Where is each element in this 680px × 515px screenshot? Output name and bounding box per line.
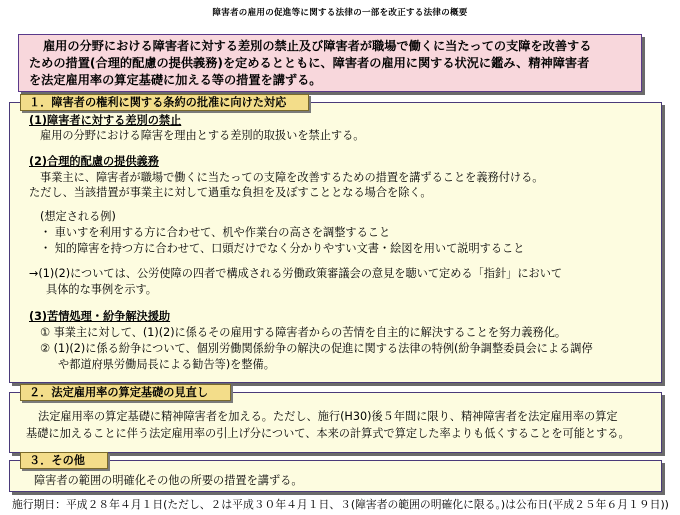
sub1-title: (1)障害者に対する差別の禁止 bbox=[29, 114, 182, 127]
effective-date-footer: 施行期日：平成２８年４月１日(ただし、２は平成３０年４月１日、３(障害者の範囲の明確化に限る。)は公布日(平成２５年６月１９日)) bbox=[12, 498, 669, 511]
summary-line: を法定雇用率の算定基礎に加える等の措置を講ずる。 bbox=[29, 73, 322, 87]
sub2-title: (2)合理的配慮の提供義務 bbox=[29, 155, 159, 168]
summary-line: 雇用の分野における障害者に対する差別の禁止及び障害者が職場で働くに当たっての支障を改善する bbox=[43, 39, 592, 53]
section-3-heading: ３．その他 bbox=[20, 452, 108, 469]
section-1-panel bbox=[9, 96, 662, 383]
guideline-text-1: →(1)(2)については、公労使障の四者で構成される労働政策審議会の意見を聴いて定める「指針」において bbox=[29, 267, 563, 280]
examples-label: (想定される例) bbox=[40, 210, 116, 223]
section-3-text: 障害者の範囲の明確化その他の所要の措置を講ずる。 bbox=[34, 474, 303, 487]
sub3-item-2: ② (1)(2)に係る紛争について、個別労働関係紛争の解決の促進に関する法律の特例(紛争調整委員会による調停 bbox=[40, 342, 593, 355]
sub3-title: (3)苦情処理・紛争解決援助 bbox=[29, 310, 171, 323]
summary-box bbox=[18, 34, 642, 92]
sub3-item-1: ① 事業主に対して、(1)(2)に係るその雇用する障害者からの苦情を自主的に解決することを努力義務化。 bbox=[40, 326, 567, 339]
page-title: 障害者の雇用の促進等に関する法律の一部を改正する法律の概要 bbox=[212, 8, 468, 18]
sub3-item-2-cont: や都道府県労働局長による勧告等)を整備。 bbox=[58, 358, 275, 371]
sub2-text-2: ただし、当該措置が事業主に対して過重な負担を及ぼすこととなる場合を除く。 bbox=[29, 186, 432, 199]
section-2-text-1: 法定雇用率の算定基礎に精神障害者を加える。ただし、施行(H30)後５年間に限り、精神障害者を法定雇用率の算定 bbox=[38, 410, 618, 423]
sub1-text: 雇用の分野における障害を理由とする差別的取扱いを禁止する。 bbox=[40, 129, 365, 142]
section-2-heading: ２．法定雇用率の算定基礎の見直し bbox=[20, 384, 231, 401]
sub2-text-1: 事業主に、障害者が職場で働くに当たっての支障を改善するための措置を講ずることを義務付ける。 bbox=[40, 171, 544, 184]
example-item: ・ 知的障害を持つ方に合わせて、口頭だけでなく分かりやすい文書・絵図を用いて説明すること bbox=[40, 242, 525, 255]
guideline-text-2: 具体的な事例を示す。 bbox=[46, 283, 157, 296]
section-2-panel bbox=[9, 386, 662, 453]
summary-line: ための措置(合理的配慮の提供義務)を定めるとともに、障害者の雇用に関する状況に鑑み、精神障害者 bbox=[29, 56, 590, 70]
section-3-panel bbox=[9, 454, 662, 492]
section-2-text-2: 基礎に加えることに伴う法定雇用率の引上げ分について、本来の計算式で算定した率よりも低くすることを可能とする。 bbox=[26, 427, 630, 440]
example-item: ・ 車いすを利用する方に合わせて、机や作業台の高さを調整すること bbox=[40, 226, 391, 239]
section-1-heading: １．障害者の権利に関する条約の批准に向けた対応 bbox=[20, 94, 309, 111]
